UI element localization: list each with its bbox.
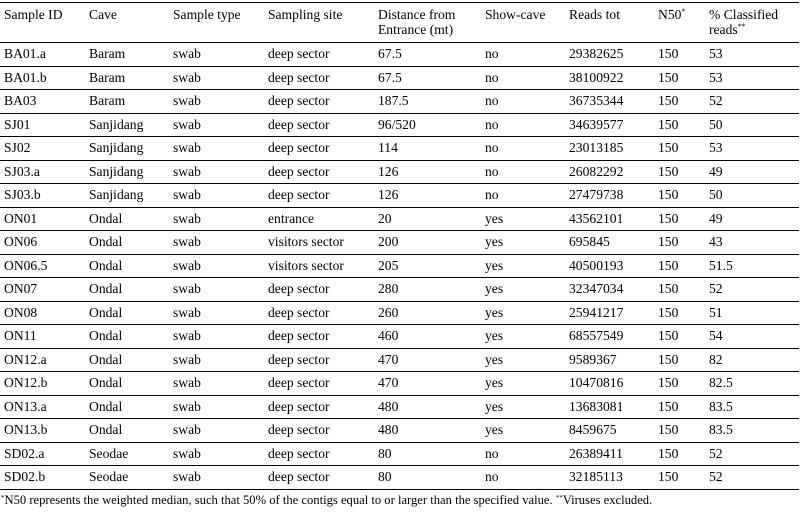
- footnote-mark-2: **: [555, 493, 563, 502]
- cell-reads-tot: 32347034: [565, 278, 654, 302]
- cell-sample-id: ON08: [0, 301, 85, 325]
- cell-distance: 67.5: [374, 66, 481, 90]
- cell-n50: 150: [654, 231, 705, 255]
- cell-distance: 114: [374, 137, 481, 161]
- cell-sampling-site: deep sector: [264, 419, 374, 443]
- cell-sampling-site: deep sector: [264, 348, 374, 372]
- cell-sample-type: swab: [169, 207, 264, 231]
- cell-n50: 150: [654, 278, 705, 302]
- cell-classified: 83.5: [705, 395, 799, 419]
- cell-sample-type: swab: [169, 466, 264, 490]
- cell-show-cave: yes: [481, 419, 565, 443]
- cell-sample-id: BA01.a: [0, 43, 85, 67]
- cell-classified: 53: [705, 137, 799, 161]
- cell-sample-id: BA03: [0, 90, 85, 114]
- cell-n50: 150: [654, 66, 705, 90]
- cell-classified: 53: [705, 66, 799, 90]
- cell-cave: Ondal: [85, 231, 169, 255]
- cell-show-cave: no: [481, 43, 565, 67]
- cell-distance: 20: [374, 207, 481, 231]
- cell-sample-type: swab: [169, 348, 264, 372]
- cell-sample-type: swab: [169, 43, 264, 67]
- cell-sample-type: swab: [169, 301, 264, 325]
- cell-reads-tot: 68557549: [565, 325, 654, 349]
- cell-n50: 150: [654, 43, 705, 67]
- cell-sampling-site: visitors sector: [264, 254, 374, 278]
- cell-cave: Baram: [85, 90, 169, 114]
- cell-sample-id: ON06.5: [0, 254, 85, 278]
- cell-sampling-site: visitors sector: [264, 231, 374, 255]
- header-sample-id: Sample ID: [0, 3, 85, 43]
- cell-reads-tot: 29382625: [565, 43, 654, 67]
- header-distance-line2: Entrance (mt): [378, 22, 454, 37]
- cell-distance: 67.5: [374, 43, 481, 67]
- cell-classified: 49: [705, 160, 799, 184]
- table-row: [0, 184, 799, 208]
- table-row: [0, 395, 799, 419]
- cell-distance: 187.5: [374, 90, 481, 114]
- cell-show-cave: yes: [481, 254, 565, 278]
- cell-n50: 150: [654, 301, 705, 325]
- cell-sample-id: ON13.b: [0, 419, 85, 443]
- cell-reads-tot: 26082292: [565, 160, 654, 184]
- header-classified-line1: % Classified: [709, 7, 779, 22]
- footnote-text-2: Viruses excluded.: [562, 492, 653, 507]
- header-distance-line1: Distance from: [378, 7, 456, 22]
- cell-n50: 150: [654, 325, 705, 349]
- cell-distance: 200: [374, 231, 481, 255]
- cell-reads-tot: 695845: [565, 231, 654, 255]
- cell-reads-tot: 23013185: [565, 137, 654, 161]
- cell-sample-id: ON11: [0, 325, 85, 349]
- table-row: [0, 160, 799, 184]
- header-reads-tot: Reads tot: [565, 3, 654, 43]
- cell-distance: 96/520: [374, 113, 481, 137]
- cell-n50: 150: [654, 184, 705, 208]
- cell-distance: 126: [374, 160, 481, 184]
- cell-n50: 150: [654, 419, 705, 443]
- cell-sampling-site: deep sector: [264, 137, 374, 161]
- header-classified: [705, 3, 799, 43]
- cell-distance: 80: [374, 466, 481, 490]
- cell-show-cave: yes: [481, 301, 565, 325]
- cell-reads-tot: 36735344: [565, 90, 654, 114]
- header-show-cave: Show-cave: [481, 3, 565, 43]
- table-row: [0, 466, 799, 490]
- cell-sample-id: SJ03.a: [0, 160, 85, 184]
- cell-distance: 205: [374, 254, 481, 278]
- cell-sampling-site: deep sector: [264, 372, 374, 396]
- cell-n50: 150: [654, 254, 705, 278]
- footnote-text-1: N50 represents the weighted median, such that 50% of the contigs equal to or larger than the specified value.: [4, 492, 556, 507]
- table-container: [0, 2, 800, 507]
- cell-sample-type: swab: [169, 137, 264, 161]
- cell-sample-id: ON12.a: [0, 348, 85, 372]
- table-row: [0, 43, 799, 67]
- cell-sample-type: swab: [169, 395, 264, 419]
- cell-sample-type: swab: [169, 419, 264, 443]
- cell-cave: Ondal: [85, 207, 169, 231]
- cell-classified: 52: [705, 466, 799, 490]
- table-row: [0, 137, 799, 161]
- table-row: [0, 90, 799, 114]
- cell-n50: 150: [654, 372, 705, 396]
- cell-sample-id: SD02.a: [0, 442, 85, 466]
- cell-cave: Ondal: [85, 278, 169, 302]
- cell-classified: 52: [705, 278, 799, 302]
- cell-show-cave: no: [481, 113, 565, 137]
- cell-cave: Seodae: [85, 442, 169, 466]
- cell-show-cave: yes: [481, 348, 565, 372]
- cell-classified: 50: [705, 113, 799, 137]
- cell-sample-id: SD02.b: [0, 466, 85, 490]
- cell-sample-id: ON06: [0, 231, 85, 255]
- cell-sample-id: SJ03.b: [0, 184, 85, 208]
- cell-show-cave: yes: [481, 231, 565, 255]
- cell-n50: 150: [654, 348, 705, 372]
- footnote: [0, 493, 800, 507]
- cell-classified: 49: [705, 207, 799, 231]
- cell-sample-id: ON12.b: [0, 372, 85, 396]
- table-row: [0, 419, 799, 443]
- cell-show-cave: no: [481, 442, 565, 466]
- cell-distance: 126: [374, 184, 481, 208]
- cell-sampling-site: deep sector: [264, 301, 374, 325]
- cell-cave: Baram: [85, 66, 169, 90]
- cell-n50: 150: [654, 395, 705, 419]
- cell-cave: Ondal: [85, 395, 169, 419]
- cell-cave: Ondal: [85, 348, 169, 372]
- cell-n50: 150: [654, 207, 705, 231]
- cell-classified: 82.5: [705, 372, 799, 396]
- cell-sample-type: swab: [169, 254, 264, 278]
- cell-n50: 150: [654, 160, 705, 184]
- cell-sample-id: SJ02: [0, 137, 85, 161]
- cell-distance: 80: [374, 442, 481, 466]
- table-row: [0, 348, 799, 372]
- cell-sampling-site: deep sector: [264, 184, 374, 208]
- cell-reads-tot: 40500193: [565, 254, 654, 278]
- cell-cave: Seodae: [85, 466, 169, 490]
- cell-sampling-site: deep sector: [264, 160, 374, 184]
- cell-show-cave: no: [481, 66, 565, 90]
- cell-cave: Sanjidang: [85, 160, 169, 184]
- cell-reads-tot: 34639577: [565, 113, 654, 137]
- cell-classified: 43: [705, 231, 799, 255]
- cell-classified: 82: [705, 348, 799, 372]
- header-n50-footnote-mark: *: [681, 7, 686, 16]
- cell-classified: 53: [705, 43, 799, 67]
- cell-classified: 52: [705, 90, 799, 114]
- cell-show-cave: yes: [481, 278, 565, 302]
- table-row: [0, 231, 799, 255]
- cell-n50: 150: [654, 442, 705, 466]
- cell-sample-type: swab: [169, 442, 264, 466]
- cell-cave: Sanjidang: [85, 113, 169, 137]
- cell-cave: Ondal: [85, 301, 169, 325]
- table-row: [0, 372, 799, 396]
- cell-classified: 50: [705, 184, 799, 208]
- cell-n50: 150: [654, 113, 705, 137]
- cell-cave: Ondal: [85, 372, 169, 396]
- header-distance: [374, 3, 481, 43]
- cell-sampling-site: deep sector: [264, 395, 374, 419]
- cell-sampling-site: deep sector: [264, 278, 374, 302]
- cell-sampling-site: entrance: [264, 207, 374, 231]
- cell-sample-type: swab: [169, 113, 264, 137]
- cell-classified: 52: [705, 442, 799, 466]
- cell-sample-type: swab: [169, 184, 264, 208]
- table-body: [0, 43, 799, 490]
- cell-distance: 470: [374, 348, 481, 372]
- cell-sample-id: ON13.a: [0, 395, 85, 419]
- cell-sampling-site: deep sector: [264, 466, 374, 490]
- cell-sample-type: swab: [169, 278, 264, 302]
- cell-sample-type: swab: [169, 90, 264, 114]
- header-n50-label: N50: [658, 7, 682, 22]
- cell-cave: Ondal: [85, 419, 169, 443]
- table-row: [0, 66, 799, 90]
- cell-cave: Ondal: [85, 254, 169, 278]
- table-row: [0, 325, 799, 349]
- cell-show-cave: no: [481, 90, 565, 114]
- cell-show-cave: no: [481, 184, 565, 208]
- header-sampling-site: Sampling site: [264, 3, 374, 43]
- cell-show-cave: yes: [481, 395, 565, 419]
- header-row: [0, 3, 799, 43]
- cell-sample-type: swab: [169, 372, 264, 396]
- cell-sample-id: BA01.b: [0, 66, 85, 90]
- samples-table: [0, 2, 799, 490]
- cell-reads-tot: 13683081: [565, 395, 654, 419]
- cell-cave: Baram: [85, 43, 169, 67]
- cell-sample-type: swab: [169, 231, 264, 255]
- cell-distance: 480: [374, 419, 481, 443]
- cell-reads-tot: 32185113: [565, 466, 654, 490]
- cell-reads-tot: 10470816: [565, 372, 654, 396]
- header-classified-footnote-mark: **: [737, 22, 746, 31]
- cell-sampling-site: deep sector: [264, 43, 374, 67]
- cell-classified: 51: [705, 301, 799, 325]
- cell-show-cave: yes: [481, 325, 565, 349]
- cell-distance: 460: [374, 325, 481, 349]
- cell-sampling-site: deep sector: [264, 66, 374, 90]
- cell-distance: 470: [374, 372, 481, 396]
- cell-reads-tot: 43562101: [565, 207, 654, 231]
- cell-show-cave: yes: [481, 207, 565, 231]
- cell-classified: 51.5: [705, 254, 799, 278]
- header-sample-type: Sample type: [169, 3, 264, 43]
- cell-sampling-site: deep sector: [264, 113, 374, 137]
- table-row: [0, 301, 799, 325]
- cell-n50: 150: [654, 137, 705, 161]
- cell-sample-id: ON01: [0, 207, 85, 231]
- cell-reads-tot: 38100922: [565, 66, 654, 90]
- header-n50: [654, 3, 705, 43]
- cell-classified: 83.5: [705, 419, 799, 443]
- table-row: [0, 254, 799, 278]
- table-row: [0, 442, 799, 466]
- cell-sampling-site: deep sector: [264, 442, 374, 466]
- cell-cave: Ondal: [85, 325, 169, 349]
- cell-n50: 150: [654, 466, 705, 490]
- cell-reads-tot: 25941217: [565, 301, 654, 325]
- cell-distance: 280: [374, 278, 481, 302]
- cell-sampling-site: deep sector: [264, 90, 374, 114]
- cell-show-cave: yes: [481, 372, 565, 396]
- table-row: [0, 278, 799, 302]
- cell-classified: 54: [705, 325, 799, 349]
- cell-distance: 260: [374, 301, 481, 325]
- cell-cave: Sanjidang: [85, 184, 169, 208]
- footnote-mark-1: *: [1, 493, 5, 502]
- cell-distance: 480: [374, 395, 481, 419]
- cell-sample-id: SJ01: [0, 113, 85, 137]
- cell-sample-type: swab: [169, 325, 264, 349]
- table-row: [0, 207, 799, 231]
- cell-reads-tot: 8459675: [565, 419, 654, 443]
- cell-show-cave: no: [481, 160, 565, 184]
- cell-show-cave: no: [481, 137, 565, 161]
- header-cave: Cave: [85, 3, 169, 43]
- cell-reads-tot: 27479738: [565, 184, 654, 208]
- header-classified-line2: reads: [709, 22, 738, 37]
- cell-sample-id: ON07: [0, 278, 85, 302]
- cell-sampling-site: deep sector: [264, 325, 374, 349]
- cell-sample-type: swab: [169, 66, 264, 90]
- cell-n50: 150: [654, 90, 705, 114]
- cell-sample-type: swab: [169, 160, 264, 184]
- cell-reads-tot: 9589367: [565, 348, 654, 372]
- cell-reads-tot: 26389411: [565, 442, 654, 466]
- cell-show-cave: no: [481, 466, 565, 490]
- cell-cave: Sanjidang: [85, 137, 169, 161]
- table-row: [0, 113, 799, 137]
